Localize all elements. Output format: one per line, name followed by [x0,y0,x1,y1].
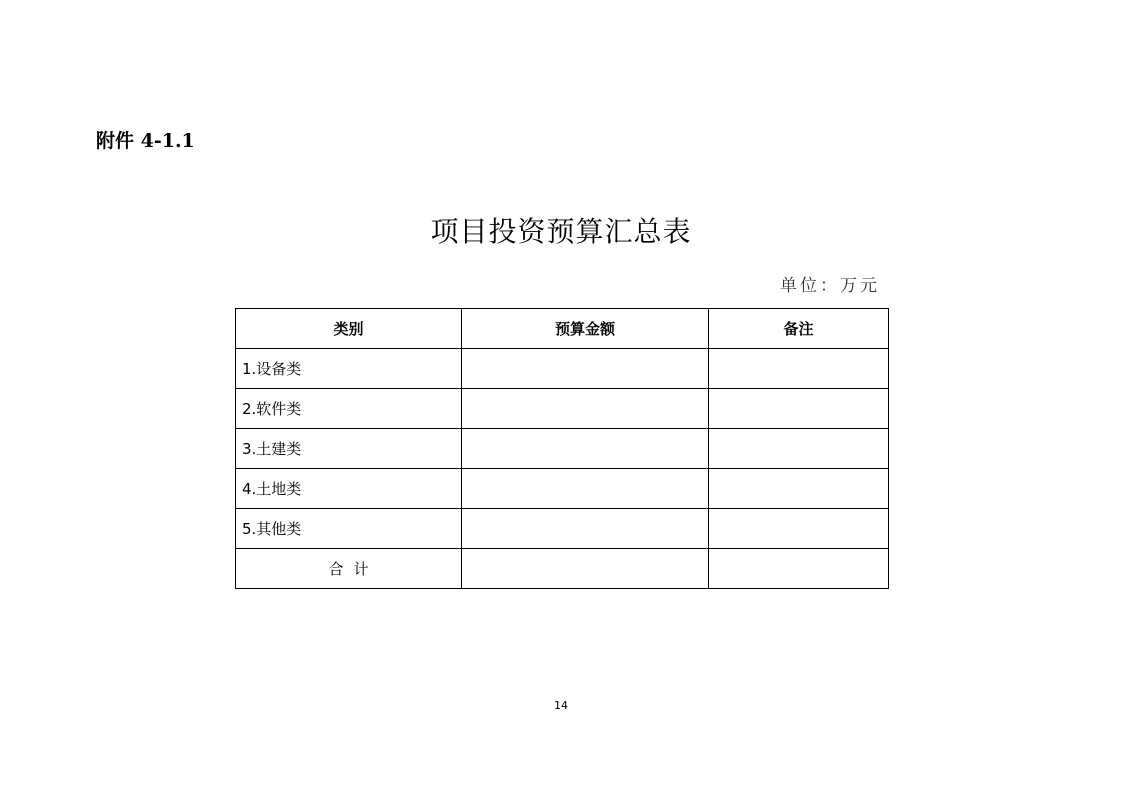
header-category: 类别 [236,309,462,349]
row-category: 1.设备类 [236,349,462,389]
row-amount-cell [462,349,709,389]
table-header-row [236,309,889,349]
row-amount-cell [462,469,709,509]
total-label: 合计 [236,549,462,589]
row-remark-cell [709,509,889,549]
row-remark-cell [709,349,889,389]
page-number: 14 [554,699,568,712]
row-remark-cell [709,389,889,429]
row-amount-cell [462,429,709,469]
row-amount-cell [462,389,709,429]
row-remark-cell [709,469,889,509]
table-row [236,349,889,389]
header-budget-amount: 预算金额 [462,309,709,349]
row-category: 5.其他类 [236,509,462,549]
total-row [236,549,889,589]
attachment-label: 附件 4-1.1 [96,130,195,152]
table-row [236,429,889,469]
unit-label: 单位：万元 [780,276,880,296]
row-amount-cell [462,509,709,549]
budget-summary-table [235,308,889,589]
table-row [236,509,889,549]
row-category: 4.土地类 [236,469,462,509]
row-category: 2.软件类 [236,389,462,429]
table-row [236,389,889,429]
row-remark-cell [709,429,889,469]
table-row [236,469,889,509]
document-title: 项目投资预算汇总表 [430,215,692,248]
total-amount-cell [462,549,709,589]
row-category: 3.土建类 [236,429,462,469]
header-remark: 备注 [709,309,889,349]
total-remark-cell [709,549,889,589]
